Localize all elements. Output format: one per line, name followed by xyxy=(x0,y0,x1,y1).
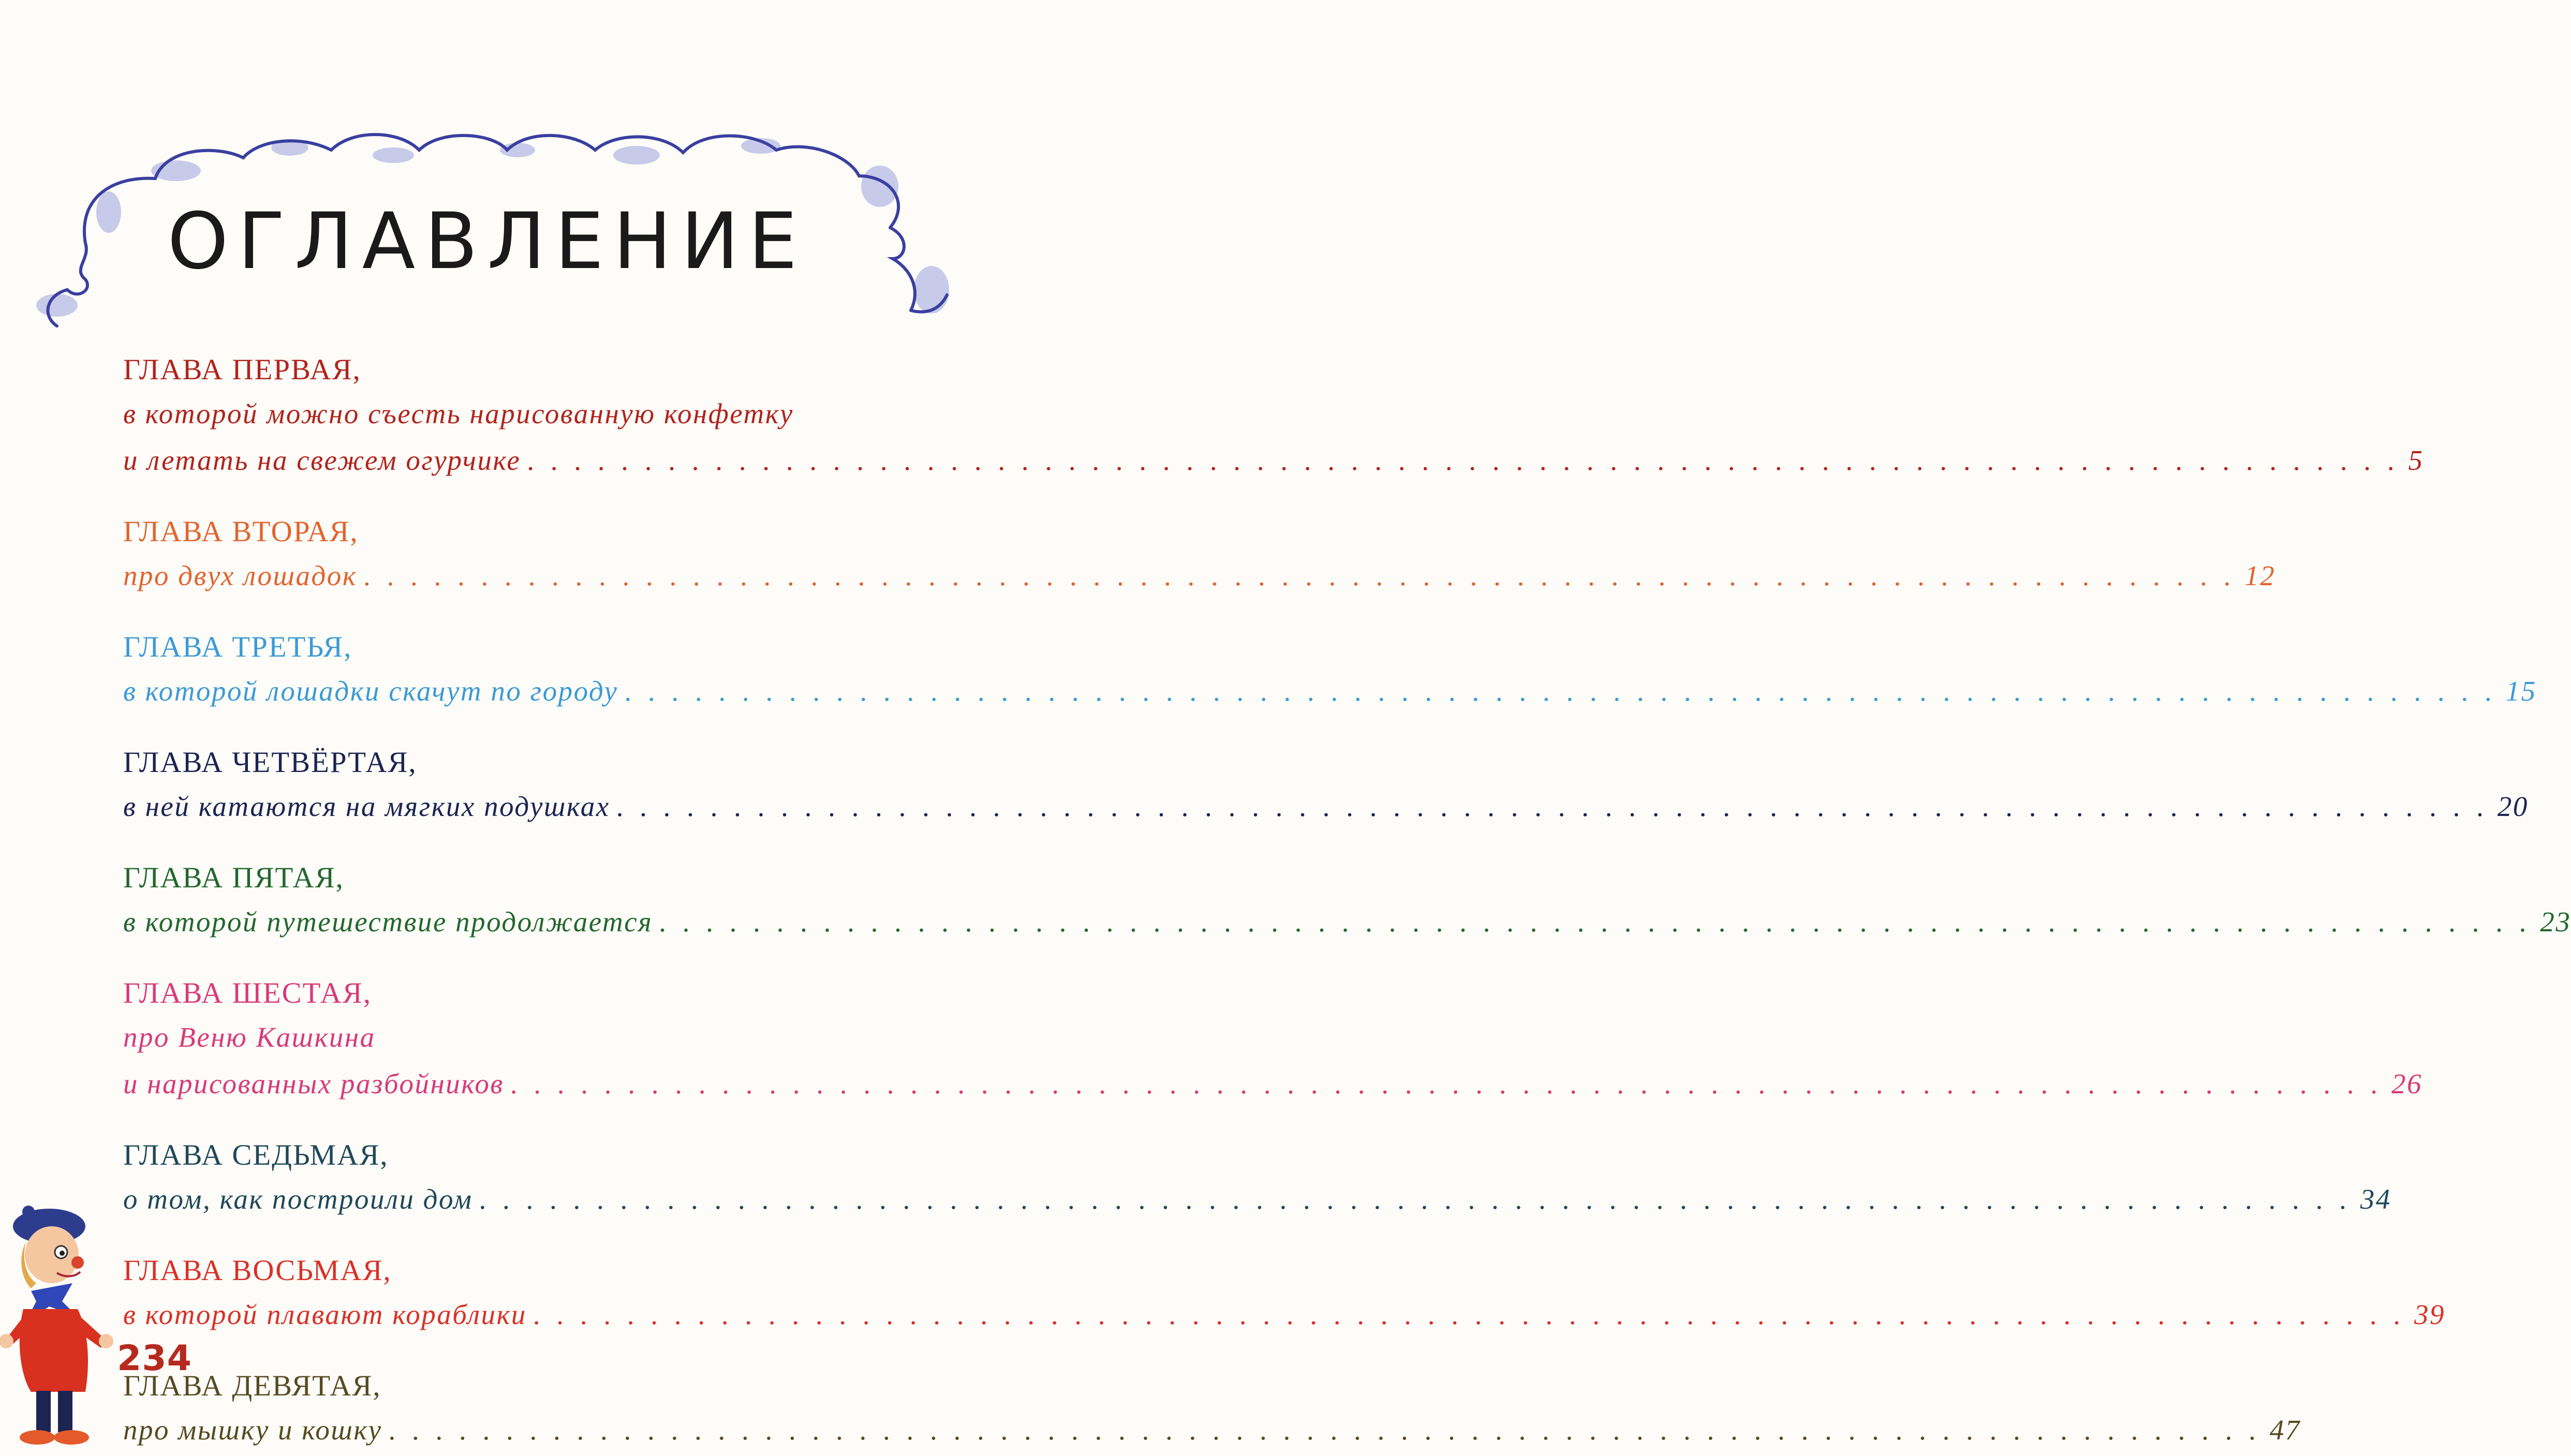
chapter-subtitle-line xyxy=(123,1176,2391,1223)
dot-leader: . . . . . . . . . . . . . . . . . . . . . . . . . . . . . . . . . . . . . . . . . . . . . . . . . . . . . . . . . . . . . . . . . . . . . . . . . . . . . . . . xyxy=(388,1414,2260,1446)
chapter-page-number: 12 xyxy=(2244,560,2276,591)
dot-leader: . . . . . . . . . . . . . . . . . . . . . . . . . . . . . . . . . . . . . . . . . . . . . . . . . . . . . . . . . . . . . . . . . . . . . . . . . . . . . . . . xyxy=(624,675,2496,707)
chapter-subtitle-line xyxy=(123,1291,2446,1338)
chapter-subtitle-line: про Веню Кашкина xyxy=(123,1021,376,1053)
dot-leader: . . . . . . . . . . . . . . . . . . . . . . . . . . . . . . . . . . . . . . . . . . . . . . . . . . . . . . . . . . . . . . . . . . . . . . . . . . . . . . . . xyxy=(510,1068,2382,1100)
chapter-subtitle-line xyxy=(123,437,2424,484)
table-of-contents xyxy=(123,349,2571,1453)
chapter-page-number: 34 xyxy=(2360,1183,2391,1215)
toc-entry[interactable] xyxy=(123,627,2537,715)
chapter-heading: ГЛАВА ПЕРВАЯ, xyxy=(123,353,361,386)
chapter-heading: ГЛАВА ТРЕТЬЯ, xyxy=(123,631,352,663)
toc-entry[interactable] xyxy=(123,973,2422,1107)
chapter-heading: ГЛАВА ДЕВЯТАЯ, xyxy=(123,1370,381,1402)
chapter-subtitle: про двух лошадок xyxy=(123,560,358,591)
chapter-subtitle: в ней катаются на мягких подушках xyxy=(123,791,610,822)
toc-entry[interactable] xyxy=(123,1250,2446,1338)
chapter-page-number: 26 xyxy=(2391,1068,2422,1100)
toc-entry[interactable] xyxy=(123,857,2571,945)
chapter-subtitle: о том, как построили дом xyxy=(123,1183,473,1215)
toc-entry[interactable] xyxy=(123,1135,2391,1223)
chapter-page-number: 5 xyxy=(2408,444,2424,476)
chapter-heading: ГЛАВА ВОСЬМАЯ, xyxy=(123,1254,392,1287)
chapter-page-number: 39 xyxy=(2414,1299,2446,1330)
chapter-subtitle-line xyxy=(123,783,2529,830)
dot-leader: . . . . . . . . . . . . . . . . . . . . . . . . . . . . . . . . . . . . . . . . . . . . . . . . . . . . . . . . . . . . . . . . . . . . . . . . . . . . . . . . xyxy=(659,906,2531,938)
chapter-heading: ГЛАВА СЕДЬМАЯ, xyxy=(123,1139,389,1171)
chapter-subtitle: про мышку и кошку xyxy=(123,1414,382,1446)
chapter-subtitle: и летать на свежем огурчике xyxy=(123,444,521,476)
cloud-border-illustration xyxy=(0,0,974,362)
chapter-page-number: 47 xyxy=(2269,1414,2301,1446)
dot-leader: . . . . . . . . . . . . . . . . . . . . . . . . . . . . . . . . . . . . . . . . . . . . . . . . . . . . . . . . . . . . . . . . . . . . . . . . . . . . . . . . xyxy=(527,444,2399,476)
chapter-subtitle-line xyxy=(123,899,2571,945)
toc-entry[interactable] xyxy=(123,511,2276,599)
chapter-page-number: 23 xyxy=(2540,906,2571,938)
chapter-subtitle: в которой путешествие продолжается xyxy=(123,906,653,938)
cartoon-boy-illustration xyxy=(0,1206,119,1454)
chapter-subtitle: и нарисованных разбойников xyxy=(123,1068,504,1100)
dot-leader: . . . . . . . . . . . . . . . . . . . . . . . . . . . . . . . . . . . . . . . . . . . . . . . . . . . . . . . . . . . . . . . . . . . . . . . . . . . . . . . . xyxy=(616,791,2488,822)
page-title: ОГЛАВЛЕНИЕ xyxy=(167,197,807,287)
chapter-subtitle: в которой лошадки скачут по городу xyxy=(123,675,618,707)
chapter-subtitle-line xyxy=(123,668,2537,715)
dot-leader: . . . . . . . . . . . . . . . . . . . . . . . . . . . . . . . . . . . . . . . . . . . . . . . . . . . . . . . . . . . . . . . . . . . . . . . . . . . . . . . . xyxy=(479,1183,2351,1215)
chapter-heading: ГЛАВА ВТОРАЯ, xyxy=(123,515,359,548)
chapter-subtitle: в которой плавают кораблики xyxy=(123,1299,527,1330)
chapter-subtitle-line xyxy=(123,1061,2422,1107)
chapter-subtitle-line: в которой можно съесть нарисованную конфетку xyxy=(123,398,794,429)
chapter-page-number: 20 xyxy=(2497,791,2529,822)
chapter-page-number: 15 xyxy=(2505,675,2537,707)
chapter-heading: ГЛАВА ЧЕТВЁРТАЯ, xyxy=(123,746,417,779)
chapter-subtitle-line xyxy=(123,553,2276,599)
toc-entry[interactable] xyxy=(123,742,2529,830)
chapter-heading: ГЛАВА ПЯТАЯ, xyxy=(123,861,344,894)
page-number: 234 xyxy=(117,1338,192,1379)
dot-leader: . . . . . . . . . . . . . . . . . . . . . . . . . . . . . . . . . . . . . . . . . . . . . . . . . . . . . . . . . . . . . . . . . . . . . . . . . . . . . . . . xyxy=(533,1299,2405,1330)
toc-entry[interactable] xyxy=(123,349,2424,484)
toc-entry[interactable] xyxy=(123,1365,2301,1453)
chapter-heading: ГЛАВА ШЕСТАЯ, xyxy=(123,977,372,1009)
chapter-subtitle-line xyxy=(123,1407,2301,1453)
dot-leader: . . . . . . . . . . . . . . . . . . . . . . . . . . . . . . . . . . . . . . . . . . . . . . . . . . . . . . . . . . . . . . . . . . . . . . . . . . . . . . . . xyxy=(363,560,2236,591)
